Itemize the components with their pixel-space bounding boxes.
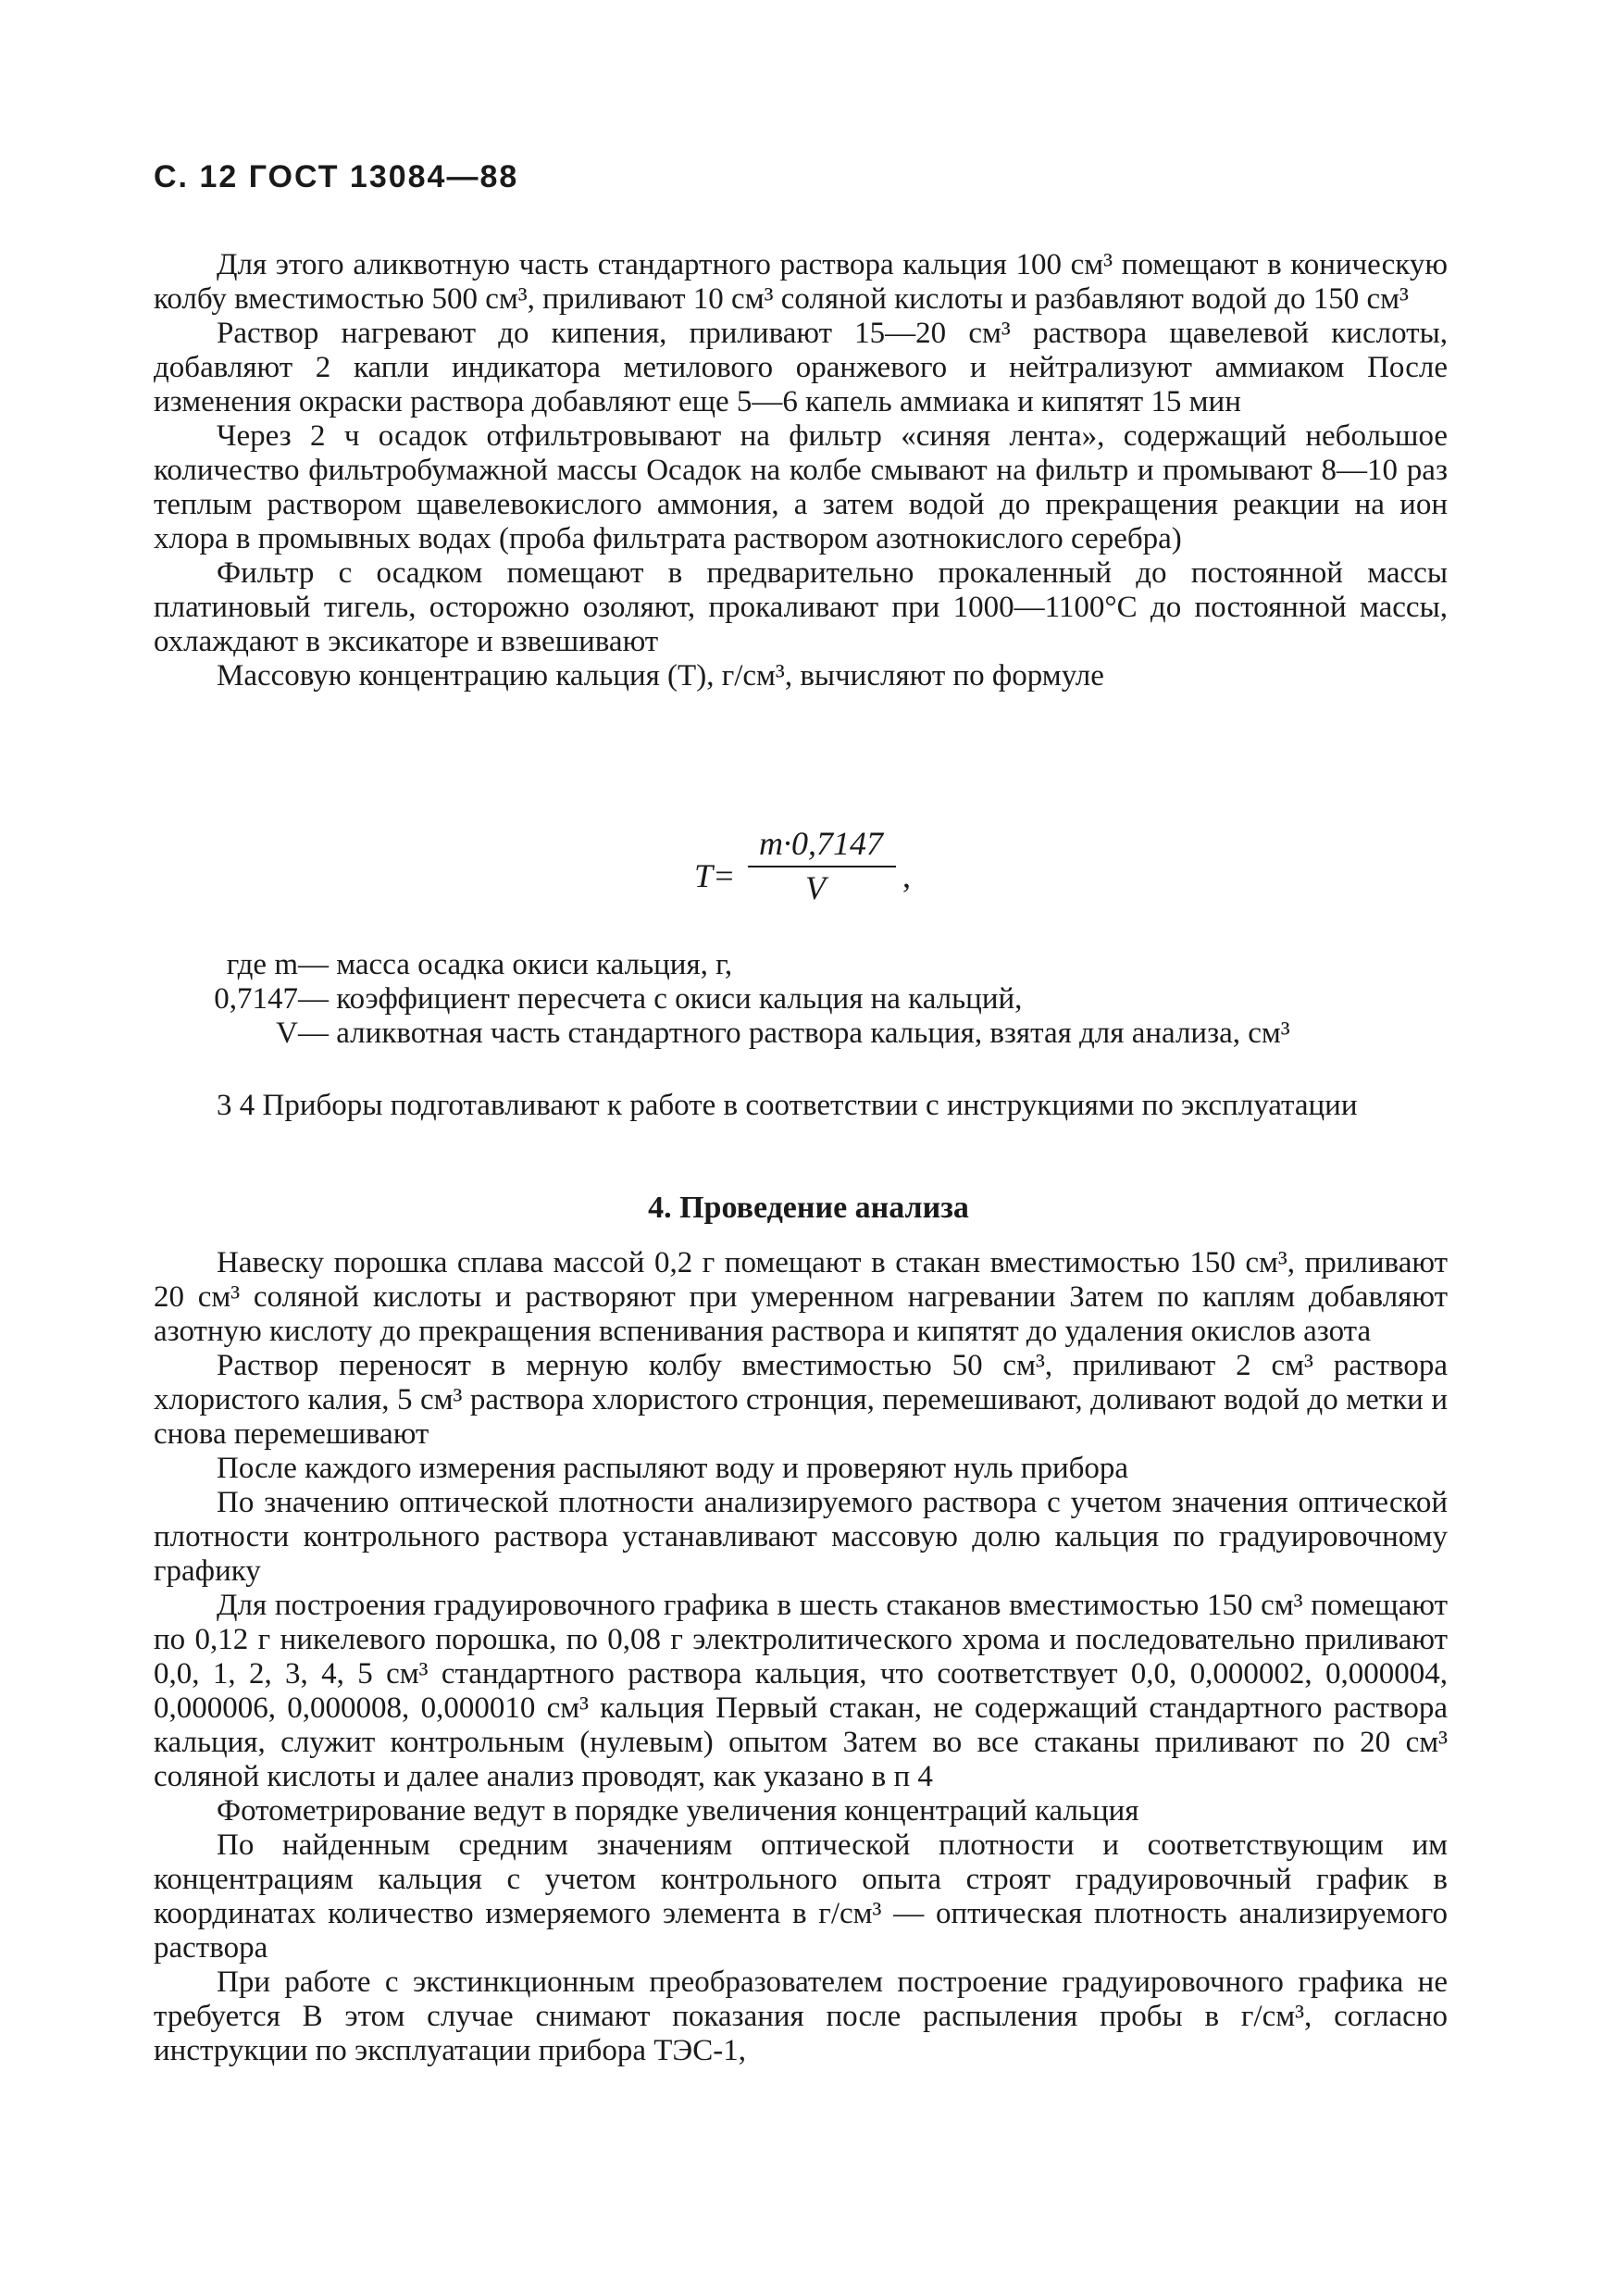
- mass-concentration-formula: [694, 824, 972, 926]
- text-block-3-4: [154, 1089, 1448, 1123]
- paragraph: 3 4 Приборы подготавливают к работе в соответствии с инструкциями по эксплуатации: [217, 1089, 1358, 1122]
- paragraph: По значению оптической плотности анализируемого раствора с учетом значения оптической плотности контрольного раствора устанавливают массовую долю кальция по градуировочному графику: [154, 1486, 1448, 1588]
- paragraph: По найденным средним значениям оптической плотности и соответствующим им концентрациям кальция с учетом контрольного опыта строят градуировочный график в координатах количество измеряемого элемента в г/см³ — оптическая плотность анализируемого раствора: [154, 1828, 1448, 1965]
- legend-definition: — масса осадка окиси кальция, г,: [298, 948, 733, 981]
- paragraph: Через 2 ч осадок отфильтровывают на фильтр «синяя лента», содержащий небольшое количество фильтробумажной массы Осадок на колбе смывают на фильтр и промывают 8—10 раз теплым раствором щавелевокислого аммония, а затем водой до прекращения реакции на ион хлора в промывных водах (проба фильтрата раствором азотнокислого серебра): [154, 419, 1448, 555]
- text-block-2: [154, 1246, 1448, 2068]
- formula-legend: [154, 948, 1448, 1051]
- page-header: С. 12 ГОСТ 13084—88: [154, 159, 519, 194]
- paragraph: При работе с экстинкционным преобразователем построение градуировочного графика не требуется В этом случае снимают показания после распыления пробы в г/см³, согласно инструкции по эксплуатации прибора ТЭС-1,: [154, 1965, 1448, 2067]
- paragraph: Навеску порошка сплава массой 0,2 г помещают в стакан вместимостью 150 см³, приливают 20 см³ соляной кислоты и растворяют при умеренном нагревании Затем по каплям добавляют азотную кислоту до прекращения вспенивания раствора и кипятят до удаления окислов азота: [154, 1246, 1448, 1348]
- legend-row: [154, 1017, 1448, 1051]
- text-block-1: [154, 248, 1448, 693]
- paragraph: Раствор нагревают до кипения, приливают 15—20 см³ раствора щавелевой кислоты, добавляют 2 капли индикатора метилового оранжевого и нейтрализуют аммиаком После изменения окраски раствора добавляют еще 5—6 капель аммиака и кипятят 15 мин: [154, 317, 1448, 418]
- section-title: 4. Проведение анализа: [648, 1191, 969, 1225]
- legend-definition: — коэффициент пересчета с окиси кальция на кальций,: [298, 982, 1023, 1016]
- legend-term: где m: [226, 948, 298, 981]
- formula-numerator: m·0,7147: [759, 825, 883, 862]
- paragraph: После каждого измерения распыляют воду и проверяют нуль прибора: [217, 1452, 1129, 1485]
- formula-comma: ,: [902, 857, 911, 894]
- paragraph: Раствор переносят в мерную колбу вместимостью 50 см³, приливают 2 см³ раствора хлористого калия, 5 см³ раствора хлористого стронция, перемешивают, доливают водой до метки и снова перемешивают: [154, 1349, 1448, 1451]
- formula-denominator: V: [805, 869, 826, 906]
- legend-row: [154, 948, 1448, 982]
- legend-row: [154, 982, 1448, 1017]
- legend-term: V: [276, 1017, 298, 1050]
- paragraph: Массовую концентрацию кальция (T), г/см³, вычисляют по формуле: [217, 659, 1104, 693]
- formula-lhs: T=: [694, 857, 736, 894]
- paragraph: Для построения градуировочного графика в шесть стаканов вместимостью 150 см³ помещают по 0,12 г никелевого порошка, по 0,08 г электролитического хрома и последовательно приливают 0,0, 1, 2, 3, 4, 5 см³ стандартного раствора кальция, что соответствует 0,0, 0,000002, 0,000004, 0,000006, 0,000008, 0,000010 см³ кальция Первый стакан, не содержащий стандартного раствора кальция, служит контрольным (нулевым) опытом Затем во все стаканы приливают по 20 см³ соляной кислоты и далее анализ проводят, как указано в п 4: [154, 1589, 1448, 1793]
- paragraph: Для этого аликвотную часть стандартного раствора кальция 100 см³ помещают в коническую колбу вместимостью 500 см³, приливают 10 см³ соляной кислоты и разбавляют водой до 150 см³: [154, 248, 1448, 316]
- legend-term: 0,7147: [214, 982, 298, 1016]
- paragraph: Фильтр с осадком помещают в предварительно прокаленный до постоянной массы платиновый тигель, осторожно озоляют, прокаливают при 1000—1100°С до постоянной массы, охлаждают в эксикаторе и взвешивают: [154, 556, 1448, 658]
- paragraph: Фотометрирование ведут в порядке увеличения концентраций кальция: [217, 1794, 1139, 1828]
- fraction-bar: [748, 866, 896, 867]
- legend-definition: — аликвотная часть стандартного раствора кальция, взятая для анализа, см³: [298, 1017, 1290, 1050]
